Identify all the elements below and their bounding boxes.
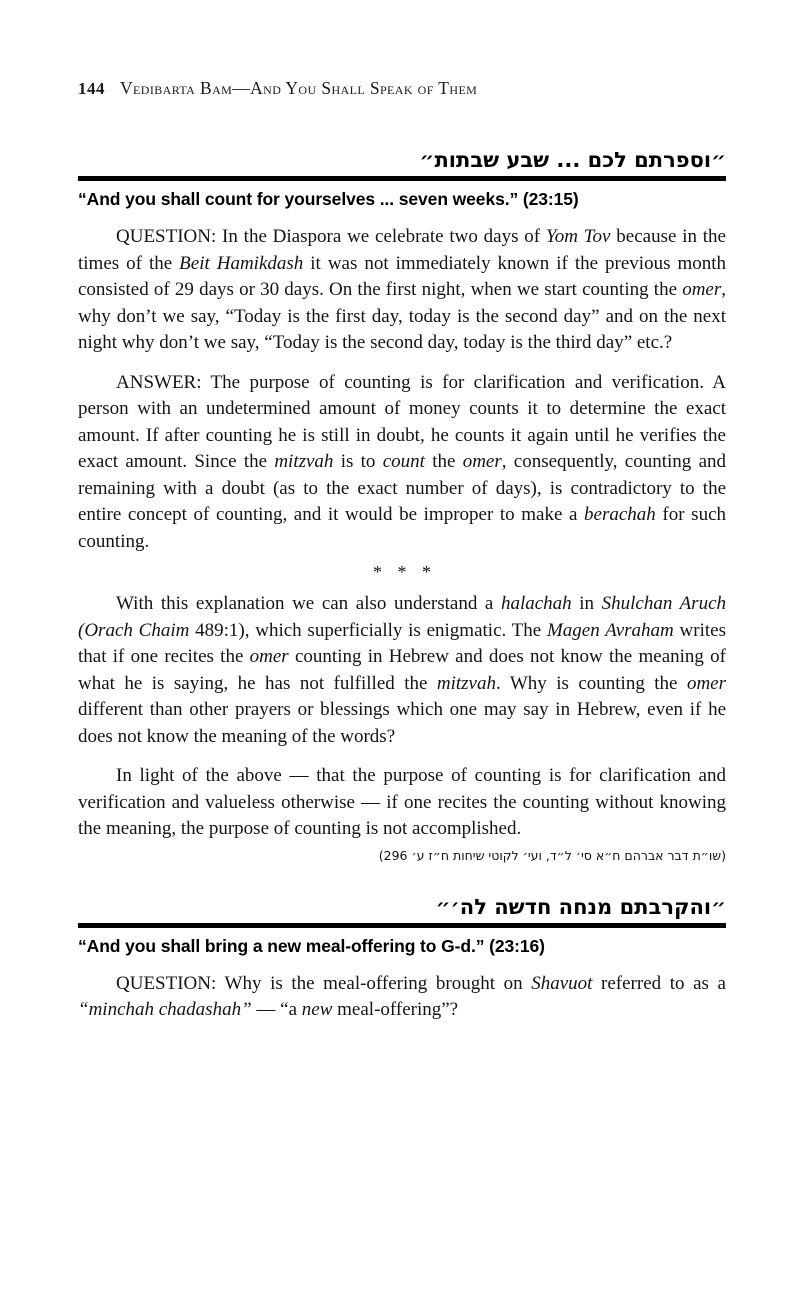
question-paragraph: QUESTION: In the Diaspora we celebrate two days of Yom Tov because in the times of the Beit Hamikdash it was not immediately known if the previous month consisted of 29 days or 30 days. On the first night, when we start counting the omer, why don’t we say, “Today is the first day, today is the second day” and on the next night why don’t we say, “Today is the second day, today is the third day” etc.?: [78, 226, 727, 353]
verse-translation-heading: “And you shall bring a new meal-offering to G-d.” (23:16): [78, 935, 545, 956]
section-minchah: [78, 894, 726, 1024]
heading-divider: [78, 176, 726, 181]
commentary-paragraph: With this explanation we can also understand a halachah in Shulchan Aruch (Orach Chaim 489:1), which superficially is enigmatic. The Magen Avraham writes that if one recites the omer counting in Hebrew and does not know the meaning of what he is saying, he has not fulfilled the mitzvah. Why is counting the omer different than other prayers or blessings which one may say in Hebrew, even if he does not know the meaning of the words?: [78, 593, 726, 747]
heading-divider: [78, 923, 726, 928]
hebrew-verse-heading: ״והקרבתם מנחה חדשה לה׳״: [435, 894, 726, 919]
conclusion-paragraph: In light of the above — that the purpose of counting is for clarification and verification and valueless otherwise — if one recites the counting without knowing the meaning, the purpose of counting is not accomplished.: [78, 765, 726, 839]
verse-translation-heading: “And you shall count for yourselves ... seven weeks.” (23:15): [78, 189, 579, 209]
hebrew-verse-heading: ״וספרתם לכם ... שבע שבתות״: [419, 148, 726, 172]
answer-paragraph: ANSWER: The purpose of counting is for clarification and verification. A person with an undetermined amount of money counts it to determine the exact amount. If after counting he is still in doubt, he counts it again until he verifies the exact amount. Since the mitzvah is to count the omer, consequently, counting and remaining with a doubt (as to the exact number of days), is contradictory to the entire concept of counting, and it would be improper to make a berachah for such counting.: [78, 371, 726, 552]
page-number: 144: [78, 79, 105, 98]
source-citation: (שו״ת דבר אברהם ח״א סי׳ ל״ד, ועי׳ לקוטי שיחות ח״ז ע׳ 296): [378, 847, 726, 863]
stars-separator: * * *: [373, 562, 431, 582]
question-paragraph: QUESTION: Why is the meal-offering brought on Shavuot referred to as a “minchah chadashah” — “a new meal-offering”?: [78, 972, 726, 1020]
running-header: [78, 78, 726, 99]
section-omer: [78, 147, 726, 863]
running-title: Vedibarta Bam—And You Shall Speak of Them: [120, 78, 478, 98]
